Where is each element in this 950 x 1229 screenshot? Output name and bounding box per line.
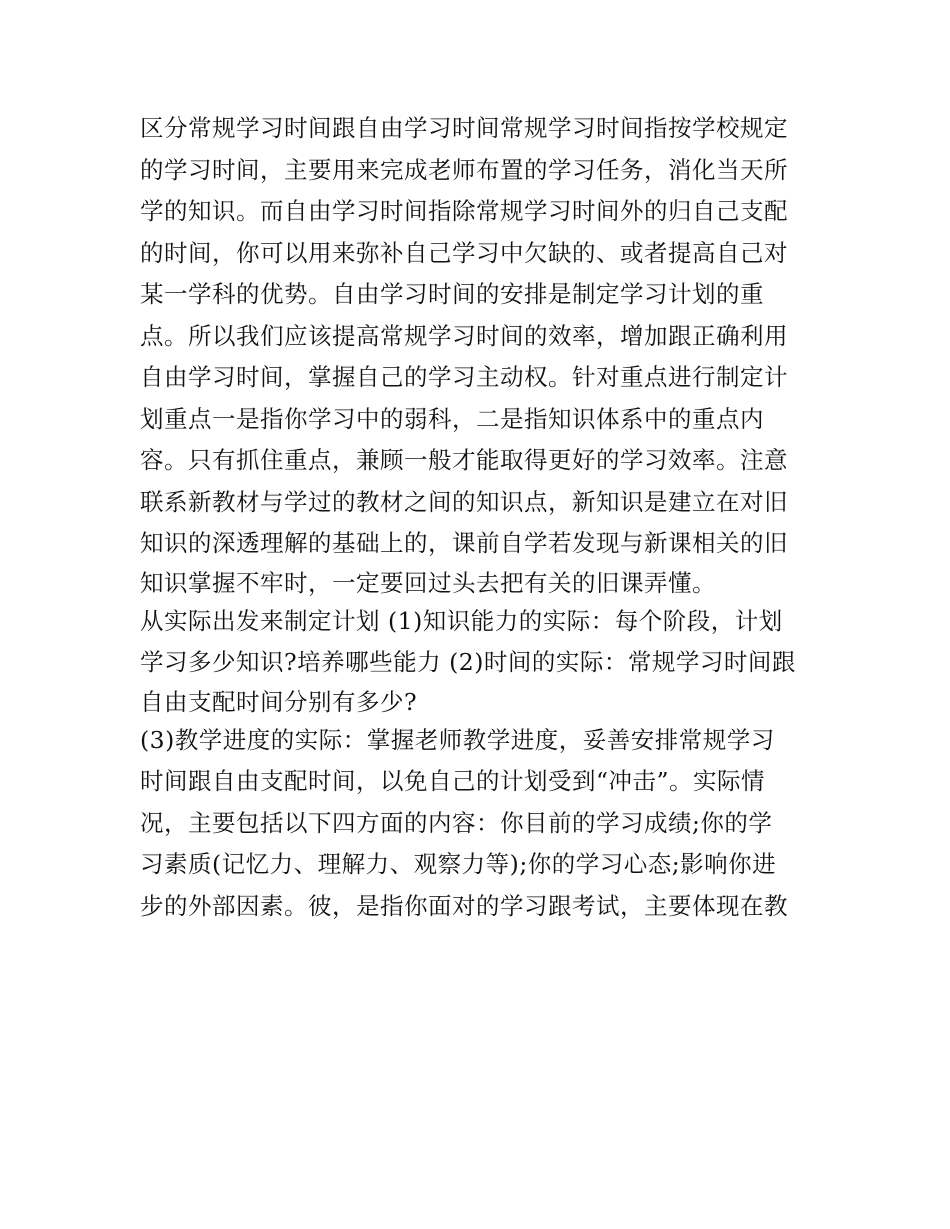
text-line: 自由学习时间，掌握自己的学习主动权。针对重点进行制定计 bbox=[140, 363, 788, 391]
text-line: 时间跟自由支配时间，以免自己的计划受到“冲击”。实际情 bbox=[140, 767, 766, 795]
text-line: 知识掌握不牢时，一定要回过头去把有关的旧课弄懂。 bbox=[140, 568, 716, 597]
text-line: 的时间，你可以用来弥补自己学习中欠缺的、或者提高自己对 bbox=[140, 238, 788, 267]
text-line: 从实际出发来制定计划 (1)知识能力的实际：每个阶段，计划 bbox=[140, 606, 783, 635]
text-line: 学的知识。而自由学习时间指除常规学习时间外的归自己支配 bbox=[140, 197, 788, 225]
text-line: 某一学科的优势。自由学习时间的安排是制定学习计划的重 bbox=[140, 280, 764, 308]
text-line: 划重点一是指你学习中的弱科，二是指知识体系中的重点内 bbox=[140, 404, 764, 433]
text-line: 区分常规学习时间跟自由学习时间常规学习时间指按学校规定 bbox=[140, 114, 788, 142]
text-line: 点。所以我们应该提高常规学习时间的效率，增加跟正确利用 bbox=[140, 321, 788, 350]
text-line: 的学习时间，主要用来完成老师布置的学习任务，消化当天所 bbox=[140, 155, 788, 184]
text-line: (3)教学进度的实际：掌握老师教学进度，妥善安排常规学习 bbox=[140, 725, 775, 754]
body-text bbox=[140, 108, 820, 927]
text-line: 联系新教材与学过的教材之间的知识点，新知识是建立在对旧 bbox=[140, 487, 788, 516]
text-line: 步的外部因素。彼，是指你面对的学习跟考试，主要体现在教 bbox=[140, 891, 788, 920]
text-line: 况，主要包括以下四方面的内容：你目前的学习成绩;你的学 bbox=[140, 808, 773, 837]
text-line: 自由支配时间分别有多少? bbox=[140, 687, 418, 716]
text-line: 知识的深透理解的基础上的，课前自学若发现与新课相关的旧 bbox=[140, 529, 788, 557]
text-line: 习素质(记忆力、理解力、观察力等);你的学习心态;影响你进 bbox=[140, 850, 777, 878]
text-line: 学习多少知识?培养哪些能力 (2)时间的实际：常规学习时间跟 bbox=[140, 648, 796, 676]
text-line: 容。只有抓住重点，兼顾一般才能取得更好的学习效率。注意 bbox=[140, 446, 788, 474]
